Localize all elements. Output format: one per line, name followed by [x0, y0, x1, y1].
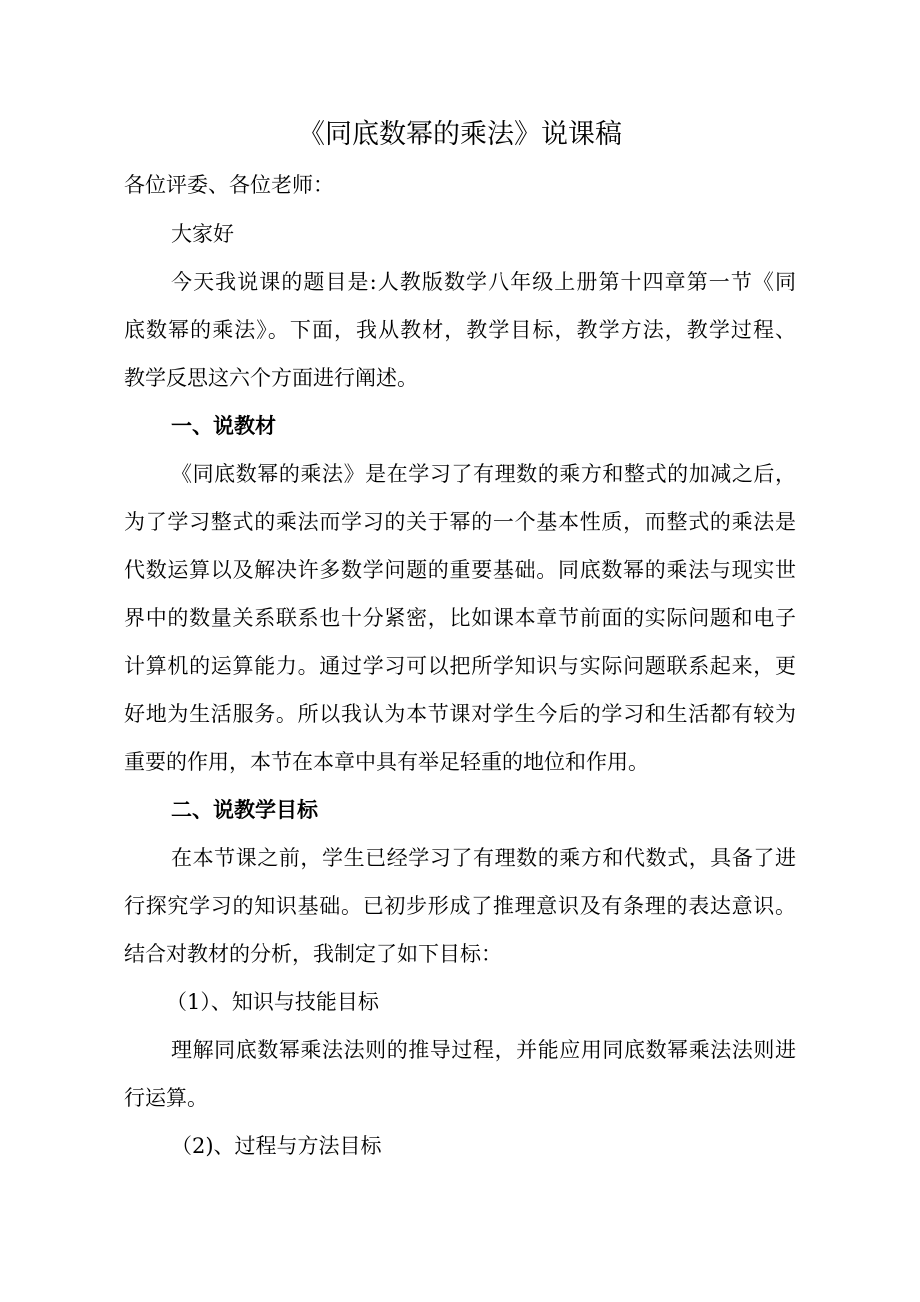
- section2-line-1: 在本节课之前，学生已经学习了有理数的乘方和代数式，具备了进: [171, 846, 796, 870]
- intro-line-1: 今天我说课的题目是:人教版数学八年级上册第十四章第一节《同: [171, 270, 796, 294]
- section2-line-2: 行探究学习的知识基础。已初步形成了推理意识及有条理的表达意识。: [124, 894, 796, 918]
- intro-line-3: 教学反思这六个方面进行阐述。: [124, 366, 418, 390]
- document-title: 《同底数幂的乘法》说课稿: [298, 119, 622, 150]
- section1-line-3: 代数运算以及解决许多数学问题的重要基础。同底数幂的乘法与现实世: [124, 558, 796, 582]
- section-heading-objectives: 二、说教学目标: [171, 797, 318, 822]
- section2-line-3: 结合对教材的分析，我制定了如下目标：: [124, 942, 502, 966]
- salutation: 各位评委、各位老师：: [124, 173, 334, 197]
- section1-line-4: 界中的数量关系联系也十分紧密，比如课本章节前面的实际问题和电子: [124, 606, 796, 630]
- greeting: 大家好: [171, 222, 234, 246]
- section1-line-5: 计算机的运算能力。通过学习可以把所学知识与实际问题联系起来，更: [124, 654, 796, 678]
- section1-line-2: 为了学习整式的乘法而学习的关于幂的一个基本性质，而整式的乘法是: [124, 510, 796, 534]
- goal1-line-1: 理解同底数幂乘法法则的推导过程，并能应用同底数幂乘法法则进: [171, 1038, 796, 1062]
- goal1-heading: （1）、知识与技能目标: [166, 990, 379, 1014]
- goal1-line-2: 行运算。: [124, 1086, 208, 1110]
- section1-line-7: 重要的作用，本节在本章中具有举足轻重的地位和作用。: [124, 750, 649, 774]
- section-heading-textbook: 一、说教材: [171, 413, 276, 438]
- intro-line-2: 底数幂的乘法》。下面，我从教材，教学目标，教学方法，教学过程、: [124, 318, 796, 342]
- goal2-heading: （2)、过程与方法目标: [171, 1134, 382, 1158]
- section1-line-6: 好地为生活服务。所以我认为本节课对学生今后的学习和生活都有较为: [124, 702, 796, 726]
- section1-line-1: 《同底数幂的乘法》是在学习了有理数的乘方和整式的加减之后，: [171, 462, 796, 486]
